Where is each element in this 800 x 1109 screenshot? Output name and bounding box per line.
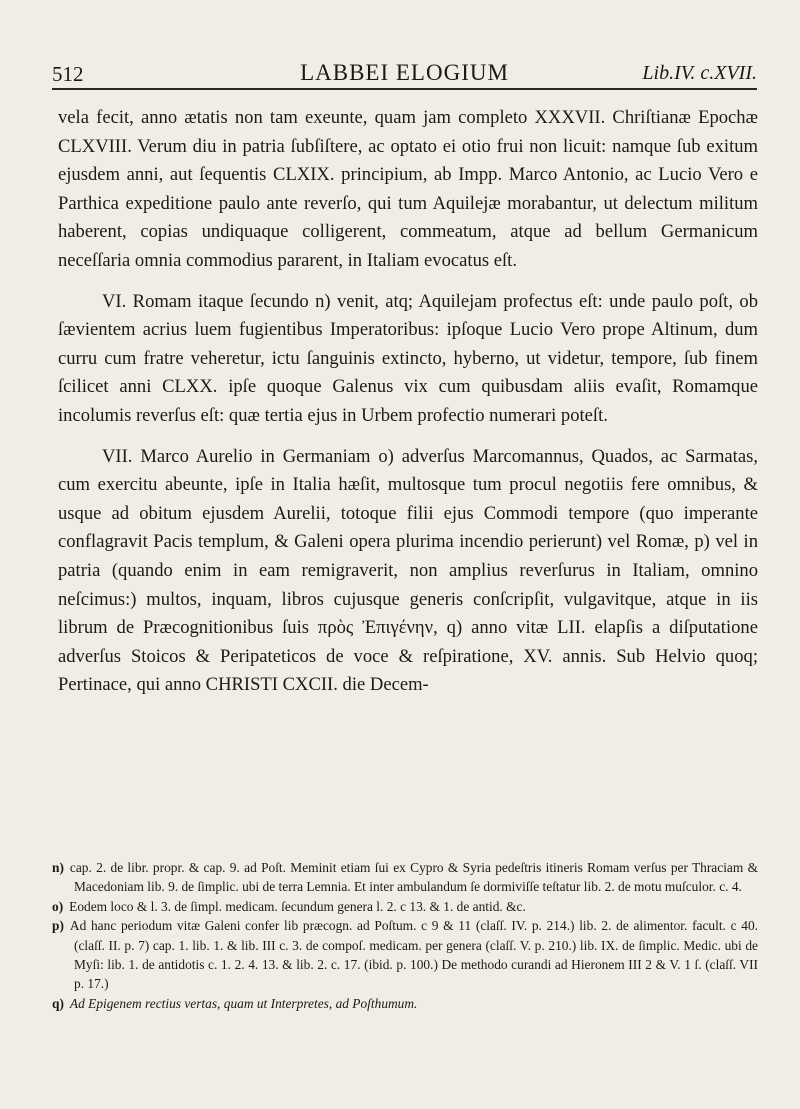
chapter-reference: Lib.IV. c.XVII. — [642, 62, 757, 84]
footnote-mark: p) — [52, 918, 64, 934]
footnote-o — [52, 897, 758, 916]
paragraph-continuation: vela fecit, anno ætatis non tam exeunte, quam jam completo XXXVII. Chriſtianæ Epochæ CLXVIII. Verum diu in patria ſubſiſtere, ac optato ei otio frui non licuit: namque ſub exitum ejusdem anni, aut ſequentis CLXIX. principium, ab Impp. Marco Antonio, ac Lucio Vero e Parthica expeditione paulo ante reverſo, qui tum Aquilejæ morabantur, ut delectum militum haberent, copias undiquaque colligerent, commeatum, atque ad bellum Germanicum neceſſaria omnia commodius pararent, in Italiam evocatus eſt. — [58, 107, 758, 271]
footnote-p — [52, 916, 758, 994]
footnote-mark: o) — [52, 898, 64, 914]
running-title: LABBEI ELOGIUM — [300, 60, 509, 85]
footnote-text: Ad Epigenem rectius vertas, quam ut Interpretes, ad Poſthumum. — [69, 995, 418, 1011]
running-header — [52, 58, 757, 90]
paragraph-section-vii: VII. Marco Aurelio in Germaniam o) adverſus Marcomannus, Quados, ac Sarmatas, cum exercitu abeunte, ipſe in Italia hæſit, multosque tum procul negotiis fere omnibus, & usque ad obitum ejusdem Aurelii, totoque filii ejus Commodi tempore (quo imperante conflagravit Pacis templum, & Galeni opera plurima incendio perierunt) vel Romæ, p) vel in patria (quando enim in eam remigraverit, non amplius reverſurus in Italiam, omnino neſcimus:) multos, inquam, libros cujusque generis conſcripſit, vulgavitque, atque in iis librum de Præcognitionibus ſuis πρὸς Ἐπιγένην, q) anno vitæ LII. elapſis a diſputatione adverſus Stoicos & Peripateticos de voce & reſpiratione, XV. annis. Sub Helvio quoq; Pertinace, qui anno CHRISTI CXCII. die Decem- — [58, 445, 758, 696]
page-number: 512 — [52, 62, 84, 86]
footnote-mark: q) — [52, 995, 64, 1011]
footnote-q — [52, 994, 758, 1013]
footnote-text: cap. 2. de libr. propr. & cap. 9. ad Poſt. Meminit etiam ſui ex Cypro & Syria pedeſtris itineris Romam verſus per Thraciam & Macedoniam lib. 9. de ſimplic. ubi de terra Lemnia. Et inter ambulandum ſe dormiviſſe teſtatur lib. 2. de motu muſculor. c. 4. — [69, 860, 758, 895]
footnote-text: Ad hanc periodum vitæ Galeni confer lib præcogn. ad Poſtum. c 9 & 11 (claſſ. IV. p. 214.) lib. 2. de alimentor. facult. c 40. (claſſ. II. p. 7) cap. 1. lib. 1. & lib. III c. 3. de compoſ. medicam. per genera (claſſ. V. p. 210.) lib. IX. de ſimplic. Medic. ubi de Myſi: lib. 1. de antidotis c. 1. 2. 4. 13. & lib. 2. c. 17. (ibid. p. 100.) De methodo curandi ad Hieronem III 2 & V. 1 ſ. (claſſ. VII p. 17.) — [69, 918, 758, 992]
paragraph-section-vi: VI. Romam itaque ſecundo n) venit, atq; Aquilejam profectus eſt: unde paulo poſt, ob ſævientem acrius luem fugientibus Imperatoribus: ipſoque Lucio Vero prope Altinum, dum curru cum fratre veheretur, ictu ſanguinis extincto, hyberno, ut videtur, tempore, ſub finem ſcilicet anni CLXX. ipſe quoque Galenus vix cum quibusdam aliis evaſit, Romamque incolumis reverſus eſt: quæ tertia ejus in Urbem profectio numerari poteſt. — [58, 290, 758, 426]
footnote-n — [52, 858, 758, 897]
footnote-text: Eodem loco & l. 3. de ſimpl. medicam. ſecundum genera l. 2. c 13. & 1. de antid. &c. — [69, 898, 526, 914]
main-text — [58, 104, 758, 704]
footnote-mark: n) — [52, 860, 64, 875]
footnotes — [52, 858, 758, 1013]
